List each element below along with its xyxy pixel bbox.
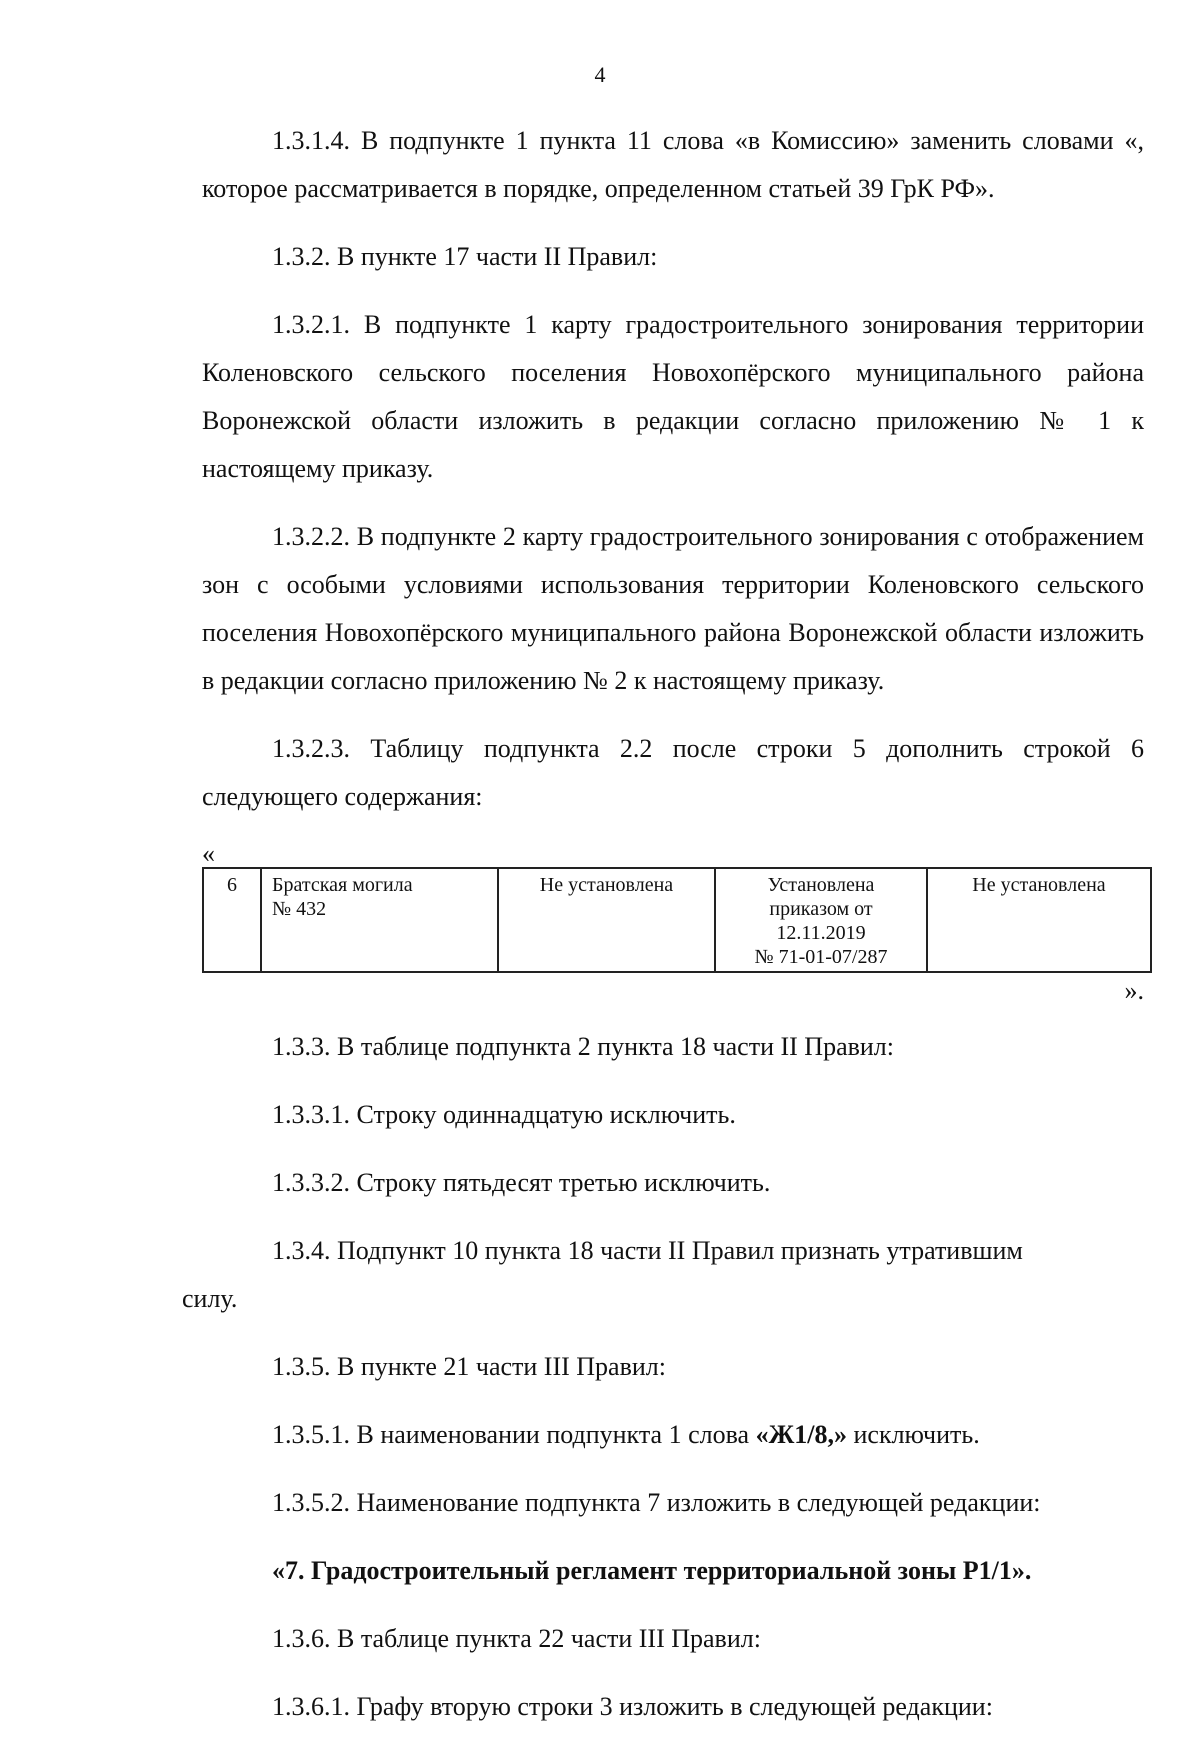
table-cell-col3: Не установлена xyxy=(498,868,715,972)
text-segment: исключить. xyxy=(847,1420,980,1449)
table-cell-object-name xyxy=(261,868,498,972)
paragraph-1-3-2-1: 1.3.2.1. В подпункте 1 карту градостроительного зонирования территории Коленовского сельского поселения Новохопёрского муниципального района Воронежской области изложить в редакции согласно приложению № 1 к настоящему приказу. xyxy=(202,310,1144,483)
paragraph-1-3-6-1: 1.3.6.1. Графу вторую строки 3 изложить в следующей редакции: xyxy=(272,1692,993,1721)
paragraph-1-3-5: 1.3.5. В пункте 21 части III Правил: xyxy=(272,1352,666,1381)
page-number: 4 xyxy=(594,62,606,87)
paragraph-1-3-1-4: 1.3.1.4. В подпункте 1 пункта 11 слова «в Комиссию» заменить словами «, которое рассматривается в порядке, определенном статьей 39 ГрК РФ». xyxy=(202,126,1144,203)
paragraph-1-3-4: 1.3.4. Подпункт 10 пункта 18 части II Правил признать утратившим xyxy=(272,1236,1023,1265)
table-cell-col4 xyxy=(715,868,927,972)
paragraph-1-3-2: 1.3.2. В пункте 17 части II Правил: xyxy=(272,242,658,271)
text-segment: 1.3.5.1. В наименовании подпункта 1 слова xyxy=(272,1420,756,1449)
col4-line: 12.11.2019 xyxy=(776,922,866,944)
col4-line: Установлена xyxy=(767,874,875,896)
quote-close: ». xyxy=(1124,976,1144,1005)
col4-line: приказом от xyxy=(769,898,873,920)
paragraph-1-3-3-1: 1.3.3.1. Строку одиннадцатую исключить. xyxy=(272,1100,736,1129)
paragraph-1-3-5-1 xyxy=(202,1411,1144,1459)
quote-open: « xyxy=(202,839,215,868)
heading-regulation-title: «7. Градостроительный регламент территориальной зоны Р1/1». xyxy=(272,1556,1032,1585)
bold-term: «Ж1/8,» xyxy=(755,1420,847,1449)
paragraph-1-3-3-2: 1.3.3.2. Строку пятьдесят третью исключить. xyxy=(272,1168,771,1197)
paragraph-1-3-5-2: 1.3.5.2. Наименование подпункта 7 изложить в следующей редакции: xyxy=(272,1488,1041,1517)
document-body xyxy=(182,117,1144,1751)
object-name-line: Братская могила xyxy=(272,874,413,896)
paragraph-1-3-2-3: 1.3.2.3. Таблицу подпункта 2.2 после строки 5 дополнить строкой 6 следующего содержания: xyxy=(202,734,1144,811)
table-cell-number: 6 xyxy=(203,868,261,972)
paragraph-1-3-2-2: 1.3.2.2. В подпункте 2 карту градостроительного зонирования с отображением зон с особыми условиями использования территории Коленовского сельского поселения Новохопёрского муниципального района Воронежской области изложить в редакции согласно приложению № 2 к настоящему приказу. xyxy=(202,522,1144,695)
paragraph-1-3-6: 1.3.6. В таблице пункта 22 части III Правил: xyxy=(272,1624,761,1653)
table-row xyxy=(203,868,1151,972)
paragraph-1-3-3: 1.3.3. В таблице подпункта 2 пункта 18 части II Правил: xyxy=(272,1032,895,1061)
paragraph-1-3-4-tail: силу. xyxy=(182,1284,238,1313)
inserted-row-table xyxy=(202,867,1152,973)
object-name-line: № 432 xyxy=(272,898,327,920)
table-cell-col5: Не установлена xyxy=(927,868,1151,972)
col4-line: № 71-01-07/287 xyxy=(754,946,888,968)
